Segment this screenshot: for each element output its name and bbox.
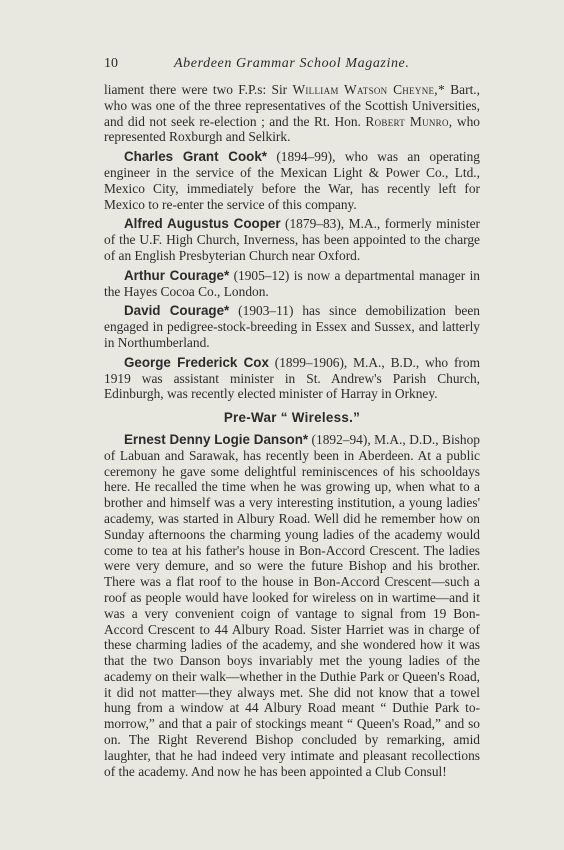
entry-text: (1879–83), M.A., formerly minister of the U.F. High Church, Inverness, has been appointed to the charge of an English Presbyterian Church near Oxford. — [104, 216, 480, 263]
entry-name: Arthur Courage* — [124, 267, 230, 283]
entry-name: Alfred Augustus Cooper — [124, 216, 281, 232]
entry-paragraph — [104, 268, 480, 300]
person-name: Robert Munro, — [365, 113, 453, 129]
entry-paragraph — [104, 432, 480, 780]
entry-text: (1892–94), M.A., D.D., Bishop of Labuan and Sarawak, has recently been in Aberdeen. At a public ceremony he gave some delightful reminiscences of his schooldays here. He recalled the time when he was growing up, when what to a brother and himself was a very interesting institution, a young ladies' academy, was started in Albury Road. Well did he remember how on Sunday afternoons the charming young ladies of the academy would come to tea at his father's house in Bon-Accord Crescent. The ladies were very demure, and so were the future Bishop and his brother. There was a flat roof to the house in Bon-Accord Crescent—such a roof as people would have looked for wireless on in wartime—and it was a very convenient coign of vantage to signal from 19 Bon-Accord Crescent to 44 Albury Road. Sister Harriet was in charge of these charming ladies of the academy, and she wondered how it was that the two Danson boys invariably met the young ladies of the academy on their walk—whether in the Duthie Park or Queen's Road, it did not matter—they always met. She did not know that a towel hung from a window at 44 Albury Road meant “ Duthie Park to-morrow,” and that a pair of stockings meant “ Queen's Road,” and so on. The Right Reverend Bishop concluded by remarking, amid laughter, that he had indeed very intimate and pleasant recollections of the academy. And now he has been appointed a Club Consul! — [104, 431, 480, 779]
text-run: who represented Roxburgh and Selkirk. — [104, 113, 480, 145]
entry-name: David Courage* — [124, 303, 230, 319]
entry-text: (1894–99), who was an operating engineer in the service of the Mexican Light & Power Co., Ltd., Mexico City, immediately before the War, has recently left for Mexico to re-enter the service of this company. — [104, 149, 480, 212]
text-run: liament there were two F.P.s: Sir — [104, 82, 293, 97]
entry-text: (1905–12) is now a departmental manager in the Hayes Cocoa Co., London. — [104, 267, 480, 299]
paragraph-continued — [104, 82, 480, 145]
text-run: Bart., who was one of the three representatives of the Scottish Universities, and did not seek re-election ; and the Rt. Hon. — [104, 82, 481, 129]
entry-text: (1903–11) has since demobilization been engaged in pedigree-stock-breeding in Essex and Sussex, and latterly in Northumberland. — [104, 303, 480, 350]
entry-name: Ernest Denny Logie Danson* — [124, 431, 309, 447]
article-body — [104, 82, 480, 783]
entry-paragraph — [104, 149, 480, 212]
entry-text: (1899–1906), M.A., B.D., who from 1919 was assistant minister in St. Andrew's Parish Church, Edinburgh, was recently elected minister of Harray in Orkney. — [104, 354, 480, 402]
page-number: 10 — [104, 56, 118, 71]
entry-paragraph — [104, 355, 480, 402]
entry-paragraph — [104, 216, 480, 263]
section-heading: Pre-War “ Wireless.” — [223, 410, 361, 426]
magazine-title: Aberdeen Grammar School Magazine. — [174, 56, 410, 71]
entry-name: Charles Grant Cook* — [124, 149, 267, 165]
entry-name: George Frederick Cox — [124, 354, 269, 370]
person-name: William Watson Cheyne,* — [292, 82, 445, 97]
entry-paragraph — [104, 303, 480, 350]
